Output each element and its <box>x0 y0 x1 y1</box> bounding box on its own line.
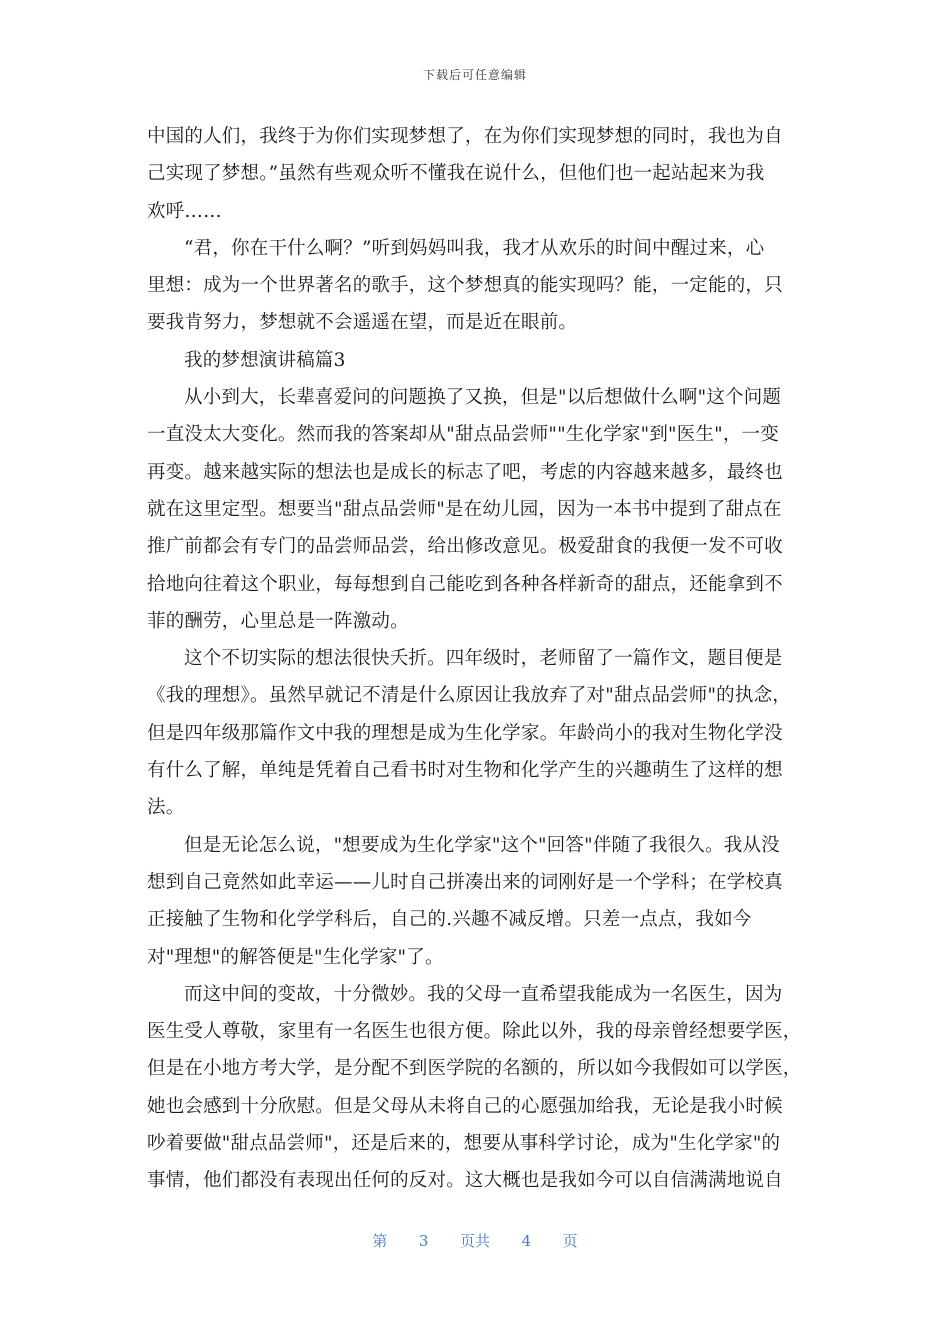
text-line: 吵着要做"甜点品尝师"，还是后来的，想要从事科学讨论，成为"生化学家"的 <box>147 1133 781 1155</box>
page-footer <box>0 1230 950 1251</box>
page-header <box>0 66 950 83</box>
text-line: 事情，他们都没有表现出任何的反对。这大概也是我如今可以自信满满地说自 <box>147 1170 783 1192</box>
text-line: 从小到大，长辈喜爱问的问题换了又换，但是"以后想做什么啊"这个问题 <box>184 387 782 409</box>
header-text: 下载后可任意编辑 <box>422 68 527 82</box>
text-line: 推广前都会有专门的品尝师品尝，给出修改意见。极爱甜食的我便一发不可收 <box>147 536 783 558</box>
footer-current-page: 3 <box>418 1232 429 1250</box>
text-line: 而这中间的变故，十分微妙。我的父母一直希望我能成为一名医生，因为 <box>184 983 783 1005</box>
footer-prefix: 第 <box>372 1232 388 1250</box>
text-line: 想到自己竟然如此幸运——儿时自己拼凑出来的词刚好是一个学科；在学校真 <box>147 871 783 893</box>
text-line: 对"理想"的解答便是"生化学家"了。 <box>147 946 444 968</box>
text-line: 医生受人尊敬，家里有一名医生也很方便。除此以外，我的母亲曾经想要学医， <box>147 1021 802 1043</box>
text-line: 《我的理想》。虽然早就记不清是什么原因让我放弃了对"甜点品尝师"的执念， <box>147 685 791 707</box>
text-line: 法。 <box>147 797 185 819</box>
footer-middle: 页共 <box>459 1232 490 1250</box>
footer-suffix: 页 <box>562 1232 578 1250</box>
text-line: 但是四年级那篇作文中我的理想是成为生化学家。年龄尚小的我对生物化学没 <box>147 722 783 744</box>
text-line: 再变。越来越实际的想法也是成长的标志了吧，考虑的内容越来越多，最终也 <box>147 461 783 483</box>
text-line: 但是在小地方考大学，是分配不到医学院的名额的，所以如今我假如可以学医， <box>147 1058 802 1080</box>
text-line: 一直没太大变化。然而我的答案却从"甜点品尝师""生化学家"到"医生"，一变 <box>147 424 779 446</box>
text-line: “君，你在干什么啊？”听到妈妈叫我，我才从欢乐的时间中醒过来，心 <box>184 237 765 259</box>
footer-total-pages: 4 <box>521 1232 532 1250</box>
text-line: 但是无论怎么说，"想要成为生化学家"这个"回答"伴随了我很久。我从没 <box>184 834 780 856</box>
text-line: 正接触了生物和化学学科后，自己的.兴趣不减反增。只差一点点，我如今 <box>147 909 752 931</box>
document-body <box>147 118 807 1200</box>
text-line: 有什么了解，单纯是凭着自己看书时对生物和化学产生的兴趣萌生了这样的想 <box>147 760 783 782</box>
text-line: 就在这里定型。想要当"甜点品尝师"是在幼儿园，因为一本书中提到了甜点在 <box>147 498 782 520</box>
text-line: 这个不切实际的想法很快夭折。四年级时，老师留了一篇作文，题目便是 <box>184 648 783 670</box>
text-line: 要我肯努力，梦想就不会遥遥在望，而是近在眼前。 <box>147 312 578 334</box>
text-line: 里想：成为一个世界著名的歌手，这个梦想真的能实现吗？能，一定能的，只 <box>147 275 783 297</box>
text-line: 己实现了梦想。”虽然有些观众听不懂我在说什么，但他们也一起站起来为我 <box>147 163 765 185</box>
text-line: 欢呼…… <box>147 200 222 222</box>
text-line: 我的梦想演讲稿篇3 <box>184 349 346 371</box>
text-line: 拾地向往着这个职业，每每想到自己能吃到各种各样新奇的甜点，还能拿到不 <box>147 573 783 595</box>
text-line: 菲的酬劳，心里总是一阵激动。 <box>147 610 409 632</box>
text-line: 中国的人们，我终于为你们实现梦想了，在为你们实现梦想的同时，我也为自 <box>147 126 783 147</box>
text-line: 她也会感到十分欣慰。但是父母从未将自己的心愿强加给我，无论是我小时候 <box>147 1095 783 1117</box>
